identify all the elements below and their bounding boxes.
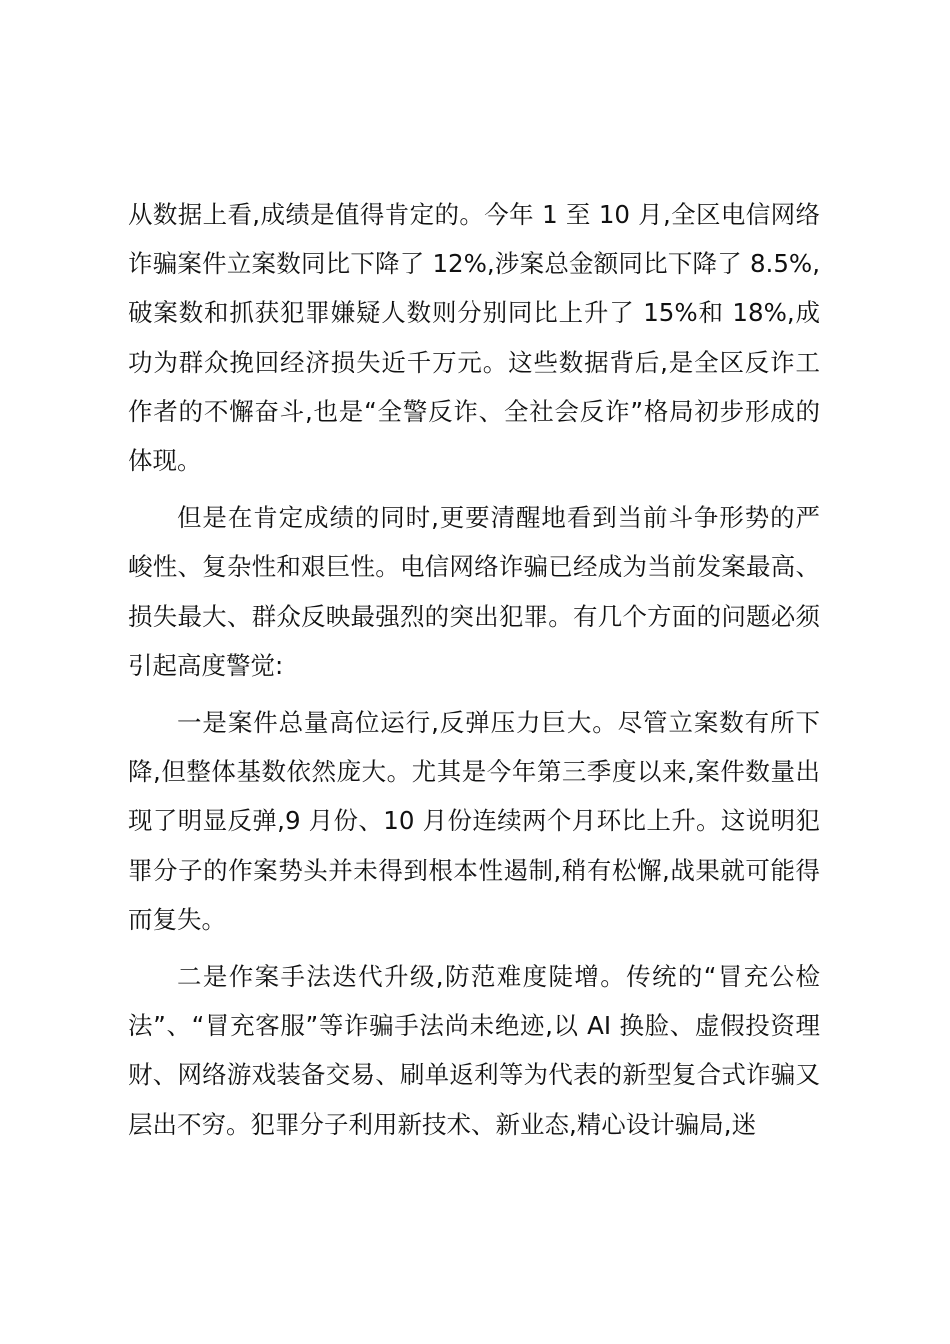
paragraph-point-one: 一是案件总量高位运行,反弹压力巨大。尽管立案数有所下降,但整体基数依然庞大。尤其是今年第三季度以来,案件数量出现了明显反弹,9 月份、10 月份连续两个月环比上升。这说明犯罪分子的作案势头并未得到根本性遏制,稍有松懈,战果就可能得而复失。	[128, 708, 820, 934]
paragraph-point-two: 二是作案手法迭代升级,防范难度陡增。传统的“冒充公检法”、“冒充客服”等诈骗手法尚未绝迹,以 AI 换脸、虚假投资理财、网络游戏装备交易、刷单返利等为代表的新型复合式诈骗又层出不穷。犯罪分子利用新技术、新业态,精心设计骗局,迷	[128, 962, 820, 1139]
document-body	[128, 190, 820, 1157]
paragraph-achievements: 从数据上看,成绩是值得肯定的。今年 1 至 10 月,全区电信网络诈骗案件立案数同比下降了 12%,涉案总金额同比下降了 8.5%,破案数和抓获犯罪嫌疑人数则分别同比上升了 15%和 18%,成功为群众挽回经济损失近千万元。这些数据背后,是全区反诈工作者的不懈奋斗,也是“全警反诈、全社会反诈”格局初步形成的体现。	[128, 200, 820, 476]
paragraph-situation: 但是在肯定成绩的同时,更要清醒地看到当前斗争形势的严峻性、复杂性和艰巨性。电信网络诈骗已经成为当前发案最高、损失最大、群众反映最强烈的突出犯罪。有几个方面的问题必须引起高度警觉:	[128, 503, 820, 680]
